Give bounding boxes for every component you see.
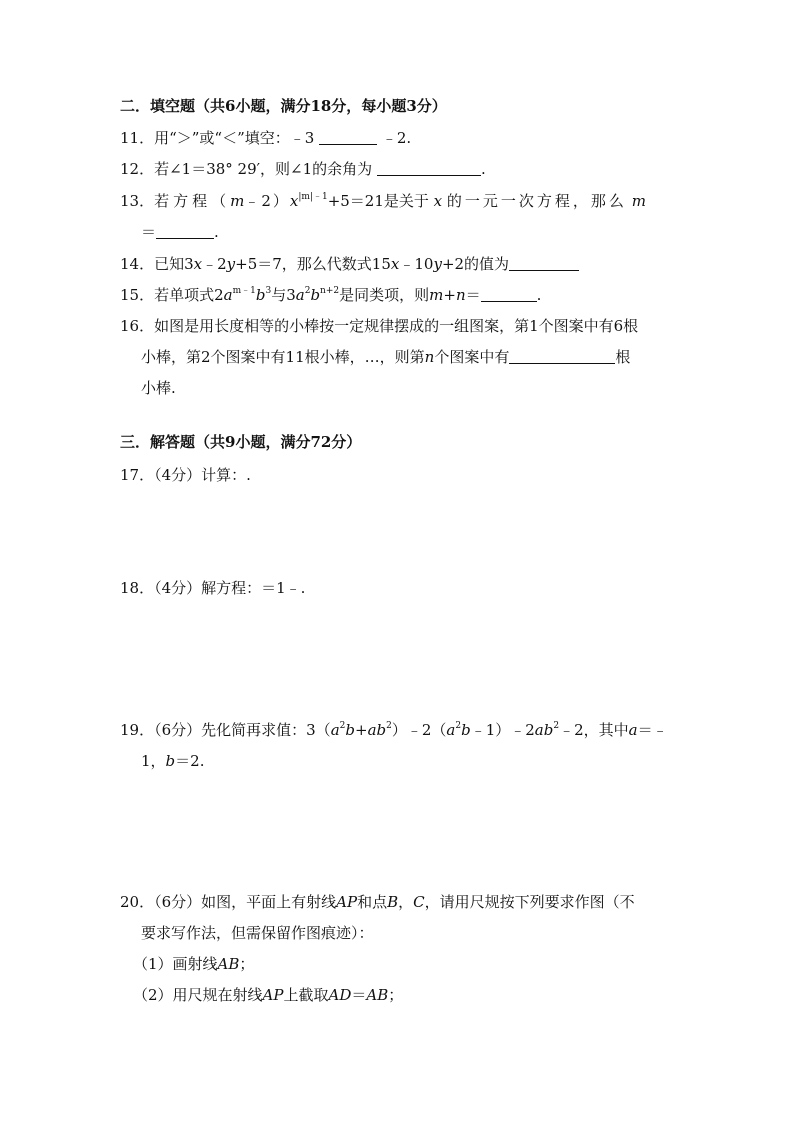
question-number: 15． [120, 286, 155, 304]
variable: b [461, 721, 471, 739]
question-text: . [480, 160, 486, 178]
question-20-line-2 [141, 923, 374, 943]
question-text: ）﹣2（ [391, 721, 447, 739]
question-number: 13． [120, 192, 155, 210]
operator: ＝ [351, 986, 367, 1004]
question-text: ， [398, 893, 414, 911]
question-text: +5＝21是关于 [327, 192, 429, 210]
variable: n [455, 286, 466, 304]
variable: n [424, 348, 435, 366]
question-number: 11． [120, 129, 155, 147]
question-text: 18．（4分）解方程：＝1﹣. [120, 579, 306, 597]
variable: AD [328, 986, 352, 1004]
variable: a [330, 721, 340, 739]
question-text: 和点 [357, 893, 388, 911]
question-text: 根 [615, 348, 631, 366]
question-text: 如图是用长度相等的小棒按一定规律摆成的一组图案，第1个图案中有6根 [154, 317, 639, 335]
variable: a [446, 721, 456, 739]
section-3-heading-text: 三．解答题（共9小题，满分72分） [120, 433, 362, 451]
exponent: m﹣1 [232, 286, 256, 296]
question-text: ﹣2，其中 [559, 721, 629, 739]
variable: x [433, 192, 443, 210]
question-text: 个图案中有 [434, 348, 510, 366]
answer-blank[interactable] [377, 161, 481, 176]
variable: AP [262, 986, 284, 1004]
question-text: 19．（6分）先化简再求值：3（ [120, 721, 331, 739]
question-text: +5＝7，那么代数式15 [235, 255, 391, 273]
answer-blank[interactable] [481, 287, 537, 302]
question-12 [120, 159, 486, 179]
operator: + [443, 286, 456, 304]
exponent: 2 [455, 721, 462, 731]
variable: a [628, 721, 638, 739]
question-16-line-3 [141, 378, 176, 398]
variable: b [345, 721, 355, 739]
variable: m [230, 192, 245, 210]
answer-blank[interactable] [509, 256, 579, 271]
question-text: 小棒，第2个图案中有11根小棒，…，则第 [141, 348, 425, 366]
answer-blank[interactable] [156, 224, 214, 239]
question-number: 16． [120, 317, 155, 335]
question-text: ﹣2） [244, 192, 290, 210]
question-text: ﹣10 [399, 255, 434, 273]
question-text: 要求写作法，但需保留作图痕迹）： [141, 924, 374, 942]
variable: y [433, 255, 442, 273]
question-text: 若单项式2 [154, 286, 224, 304]
exponent: 2 [553, 721, 560, 731]
question-20-item-1 [133, 954, 254, 974]
question-text: 的一元一次方程，那么 [446, 192, 627, 210]
question-text: 若∠1＝38° 29′，则∠1的余角为 [154, 160, 377, 178]
question-text: （2）用尺规在射线 [133, 986, 263, 1004]
question-text: ﹣2 [202, 255, 227, 273]
variable: b [255, 286, 266, 304]
question-text: 小棒. [141, 379, 176, 397]
question-17 [120, 465, 251, 485]
question-13-line-2 [141, 222, 219, 242]
variable: m [631, 192, 646, 210]
variable: b [310, 286, 321, 304]
exponent: n+2 [320, 286, 340, 296]
question-15 [120, 285, 541, 305]
question-text: ﹣2. [381, 129, 412, 147]
question-20-item-2 [133, 985, 403, 1005]
section-3-heading [120, 432, 361, 452]
question-18 [120, 578, 305, 598]
question-text: . [214, 223, 219, 241]
exponent: |m|﹣1 [298, 192, 328, 202]
question-text: 已知3 [154, 255, 194, 273]
question-16-line-2 [141, 347, 630, 367]
variable: AP [336, 893, 358, 911]
question-text: ； [388, 986, 404, 1004]
question-text: ＝﹣ [637, 721, 668, 739]
variable: AB [366, 986, 389, 1004]
question-14 [120, 254, 579, 274]
question-text: +2的值为 [441, 255, 510, 273]
question-text: 若方程（ [154, 192, 231, 210]
question-text: . [536, 286, 542, 304]
answer-blank[interactable] [509, 349, 615, 364]
variable: C [413, 893, 425, 911]
variable: x [390, 255, 400, 273]
answer-blank[interactable] [319, 130, 377, 145]
question-text: （1）画射线 [133, 955, 218, 973]
operator: + [354, 721, 368, 739]
variable: y [226, 255, 236, 273]
variable: x [193, 255, 203, 273]
question-16-line-1 [120, 316, 638, 336]
exponent: 2 [304, 286, 311, 296]
question-text: ，请用尺规按下列要求作图（不 [424, 893, 635, 911]
question-19-line-2 [141, 751, 204, 771]
section-2-heading-text: 二．填空题（共6小题，满分18分，每小题3分） [120, 97, 447, 115]
question-11 [120, 128, 411, 148]
variable: a [223, 286, 233, 304]
question-text: 20．（6分）如图，平面上有射线 [120, 893, 337, 911]
question-text: ＝2. [175, 752, 205, 770]
variable: b [165, 752, 176, 770]
question-text: 17．（4分）计算：. [120, 466, 251, 484]
question-text: ＝ [465, 286, 481, 304]
question-text: ＝ [141, 223, 157, 241]
exponent: 2 [386, 721, 392, 731]
variable: AB [217, 955, 240, 973]
question-text: ﹣1）﹣2 [470, 721, 535, 739]
variable: a [295, 286, 305, 304]
variable: ab [367, 721, 387, 739]
question-text: 上截取 [283, 986, 329, 1004]
question-text: ； [239, 955, 255, 973]
question-number: 12． [120, 160, 155, 178]
question-text: 用“＞”或“＜”填空：﹣3 [154, 129, 320, 147]
question-text: 与3 [271, 286, 296, 304]
exponent: 3 [265, 286, 272, 296]
exponent: 2 [339, 721, 346, 731]
question-13-line-1 [120, 191, 676, 211]
question-text: 1， [141, 752, 166, 770]
question-20-line-1 [120, 892, 635, 912]
variable: x [289, 192, 299, 210]
variable: ab [534, 721, 554, 739]
variable: B [387, 893, 399, 911]
question-number: 14． [120, 255, 155, 273]
section-2-heading [120, 96, 447, 116]
question-text: 是同类项，则 [339, 286, 430, 304]
question-19-line-1 [120, 720, 668, 740]
variable: m [429, 286, 444, 304]
